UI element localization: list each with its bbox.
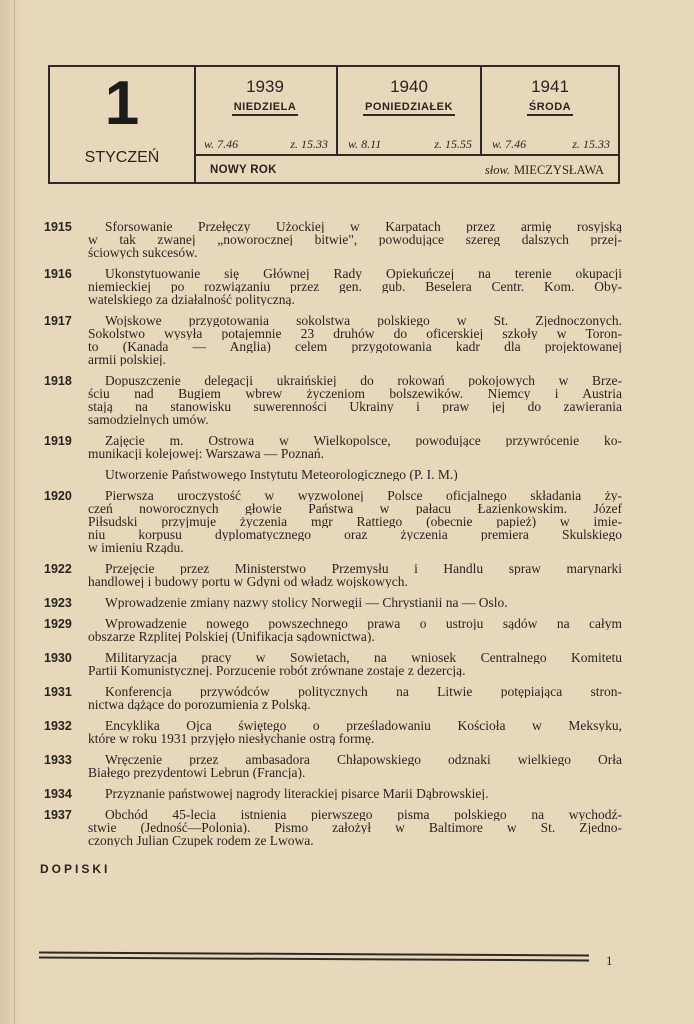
event-text-line: Pierwsza uroczystość w wyzwolonej Polsce oficjalnego składania ży- [105,489,622,502]
sunset: z. 15.33 [290,137,328,151]
event-text-line: w tak zwanej „noworocznej bitwie", powodujące szereg dalszych przej- [88,233,622,246]
name-day [485,163,604,178]
year: 1940 [390,77,428,96]
event-year: 1930 [44,651,72,665]
year: 1941 [531,77,569,96]
event-year: 1929 [44,617,72,631]
year-column-1939 [194,67,338,154]
year-column-1941 [482,67,618,154]
event-text-line: Konferencja przywódców politycznych na Litwie potępiająca stron- [105,685,622,698]
event-text-line: Zajęcie m. Ostrowa w Wielkopolsce, powodujące przywrócenie ko- [105,434,622,447]
event-text-line: Dopuszczenie delegacji ukraińskiej do rokowań pokojowych w Brze- [105,374,622,387]
event-text-line: stają na stanowisku suwerenności Ukrainy i praw jej do zawierania [88,400,622,413]
event-entry [44,719,622,745]
weekday: PONIEDZIAŁEK [363,101,455,116]
notes-heading: DOPISKI [40,862,111,876]
sunrise: w. 7.46 [492,137,527,151]
event-entry [44,651,622,677]
holiday-name: NOWY ROK [210,164,277,176]
page-number: 1 [606,953,613,968]
event-year: 1916 [44,267,72,281]
event-text-line: Encyklika Ojca świętego o prześladowaniu Kościoła w Meksyku, [105,719,622,732]
event-text-line: Militaryzacja pracy w Sowietach, na wniosek Centralnego Komitetu [105,651,622,664]
event-entry [44,787,622,800]
page-spine [0,0,22,1024]
event-text-line: to (Kanada — Anglia) celem przygotowania kadr dla projektowanej [88,340,622,353]
event-text-line: munikacji kolejowej: Warszawa — Poznań. [88,447,324,460]
footer-rule [39,952,589,962]
event-text-line: samodzielnych umów. [88,413,209,426]
calendar-header [48,65,620,184]
event-text-line: Wprowadzenie zmiany nazwy stolicy Norwegii — Chrystianii na — Oslo. [105,596,508,609]
event-year: 1937 [44,808,72,822]
event-text-line: Przejęcie przez Ministerstwo Przemysłu i Handlu spraw marynarki [105,562,622,575]
event-entry [44,468,622,481]
event-text-line: handlowej i budowy portu w Gdyni od władz wojskowych. [88,575,408,588]
event-year: 1931 [44,685,72,699]
weekday: ŚRODA [527,101,573,116]
event-text-line: Wprowadzenie nowego powszechnego prawa o ustroju sądów na całym [105,617,622,630]
year: 1939 [246,77,284,96]
sunset: z. 15.55 [434,137,472,151]
event-entry [44,489,622,554]
events-list [44,220,622,855]
sunset: z. 15.33 [572,137,610,151]
event-entry [44,434,622,460]
event-text-line: czonych Julian Czupek rodem ze Lwowa. [88,834,314,847]
event-entry [44,617,622,643]
event-year: 1919 [44,434,72,448]
event-year: 1923 [44,596,72,610]
event-text-line: niu korpusu dyplomatycznego oraz życzenia premiera Skulskiego [88,528,622,541]
event-text-line: Wręczenie przez ambasadora Chłapowskiego odznaki wielkiego Orła [105,753,622,766]
event-year: 1922 [44,562,72,576]
event-year: 1917 [44,314,72,328]
event-entry [44,596,622,609]
event-text-line: czeń noworocznych głowie Państwa w pałacu Łazienkowskim. Józef [88,502,622,515]
event-text-line: Partii Komunistycznej. Porzucenie robót zrównane zostaje z dezercją. [88,664,466,677]
event-text-line: Utworzenie Państwowego Instytutu Meteorologicznego (P. I. M.) [105,468,458,481]
event-text-line: Piłsudski przyjmuje życzenia mgr Rattiego (obecnie papież) w imie- [88,515,622,528]
event-year: 1918 [44,374,72,388]
name-day-prefix: słow. [484,162,511,177]
sunrise: w. 7.46 [204,137,239,151]
date-box [50,67,196,182]
event-year: 1932 [44,719,72,733]
holiday-row [194,154,618,184]
event-text-line: Przyznanie państwowej nagrody literackiej pisarce Marii Dąbrowskiej. [105,787,489,800]
event-text-line: niemieckiej po rozwiązaniu przez gen. gub. Beselera Centr. Kom. Oby- [88,280,622,293]
event-text-line: obszarze Rzplitej Polskiej (Unifikacja sądownictwa). [88,630,375,643]
day-number: 1 [104,69,140,138]
event-text-line: stwie (Jedność—Polonia). Pismo założył w Baltimore w St. Zjedno- [88,821,622,834]
event-text-line: Wojskowe przygotowania sokolstwa polskiego w St. Zjednoczonych. [105,314,622,327]
year-column-1940 [338,67,482,154]
event-year: 1920 [44,489,72,503]
event-entry [44,753,622,779]
sunrise: w. 8.11 [348,137,382,151]
event-text-line: watelskiego za działalność polityczną. [88,293,295,306]
event-text-line: ściowych sukcesów. [88,246,198,259]
weekday: NIEDZIELA [232,101,299,116]
event-entry [44,685,622,711]
event-year: 1934 [44,787,72,801]
event-text-line: nictwa dążące do porozumienia z Polską. [88,698,311,711]
month-name: STYCZEŃ [84,149,160,166]
event-text-line: armii polskiej. [88,353,166,366]
event-entry [44,562,622,588]
event-entry [44,267,622,306]
event-text-line: Sforsowanie Przełęczy Użockiej w Karpatach przez armię rosyjską [105,220,622,233]
event-entry [44,220,622,259]
event-entry [44,374,622,426]
event-year: 1933 [44,753,72,767]
event-text-line: Obchód 45-lecia istnienia pierwszego pisma polskiego na wychodź- [105,808,622,821]
event-text-line: Sokolstwo wysyła potajemnie 23 druhów do oficerskiej szkoły w Toron- [88,327,622,340]
event-year: 1915 [44,220,72,234]
event-entry [44,314,622,366]
name-day-names: MIECZYSŁAWA [514,162,604,177]
event-text-line: ściu nad Bugiem wbrew życzeniom bolszewików. Niemcy i Austria [88,387,622,400]
event-entry [44,808,622,847]
event-text-line: Białego prezydentowi Lebrun (Francja). [88,766,306,779]
event-text-line: w imieniu Rządu. [88,541,184,554]
event-text-line: Ukonstytuowanie się Głównej Rady Opiekuńczej na terenie okupacji [105,267,622,280]
event-text-line: które w roku 1931 przyjęło niesłychanie ostrą formę. [88,732,375,745]
